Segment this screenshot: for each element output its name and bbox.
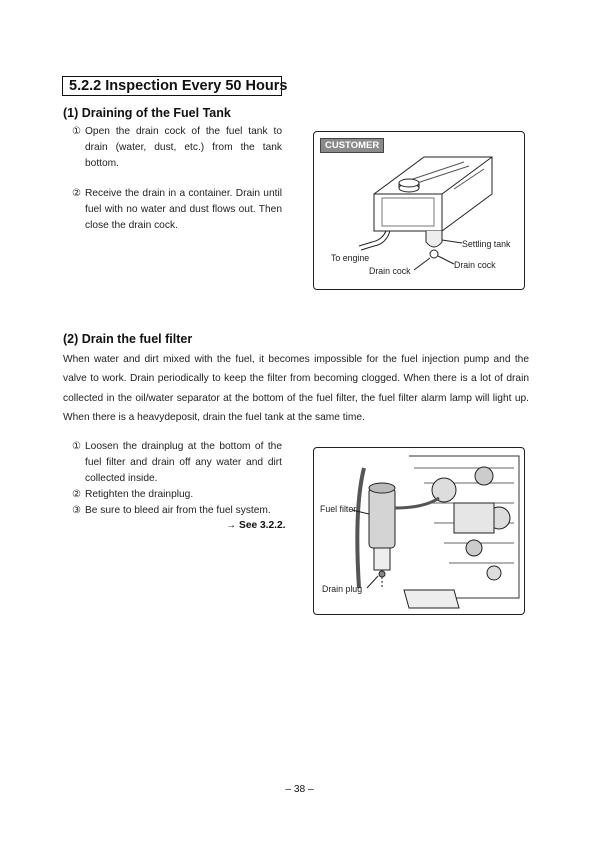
part2-step-2 [72,487,282,503]
step-number: ① [72,441,82,452]
drain-cock-right-label: Drain cock [454,260,496,270]
part1-step-1 [72,124,282,172]
fuel-filter-figure [313,447,525,615]
step-text: Retighten the drainplug. [85,489,194,500]
step-text: Loosen the drainplug at the bottom of the fuel filter and drain off any water and dirt collected inside. [85,441,282,484]
fuel-filter-label: Fuel filter [320,504,357,514]
part1-step-2 [72,186,282,234]
part1-heading: (1) Draining of the Fuel Tank [63,106,231,120]
step-text: Receive the drain in a container. Drain until fuel with no water and dust flows out. Then close the drain cock. [85,188,282,231]
drain-cock-left-label: Drain cock [369,266,411,276]
customer-badge: CUSTOMER [320,138,384,153]
step-number: ② [72,489,82,500]
section-title: 5.2.2 Inspection Every 50 Hours [62,76,282,96]
page-number: – 38 – [285,784,314,795]
settling-tank-label: Settling tank [462,239,511,249]
step-number: ③ [72,505,82,516]
step-number: ② [72,188,82,199]
part2-paragraph: When water and dirt mixed with the fuel, it becomes impossible for the fuel injection pump and the valve to work. Drain periodically to keep the filter from becoming clogged. When there is a lot of drain collected in the oil/water separator at the bottom of the fuel filter, the fuel filter alarm lamp will light up. When there is a heavydeposit, drain the fuel tank at the same time. [63,354,529,423]
part2-heading: (2) Drain the fuel filter [63,332,193,346]
to-engine-label: To engine [331,253,370,263]
drain-plug-label: Drain plug [322,584,363,594]
part2-step-3 [72,503,282,519]
step-number: ① [72,126,82,137]
see-reference: → See 3.2.2. [226,520,286,531]
fuel-tank-figure [313,131,525,290]
step-text: Be sure to bleed air from the fuel system. [85,505,271,516]
part2-step-1 [72,439,282,487]
step-text: Open the drain cock of the fuel tank to drain (water, dust, etc.) from the tank bottom. [85,126,282,169]
